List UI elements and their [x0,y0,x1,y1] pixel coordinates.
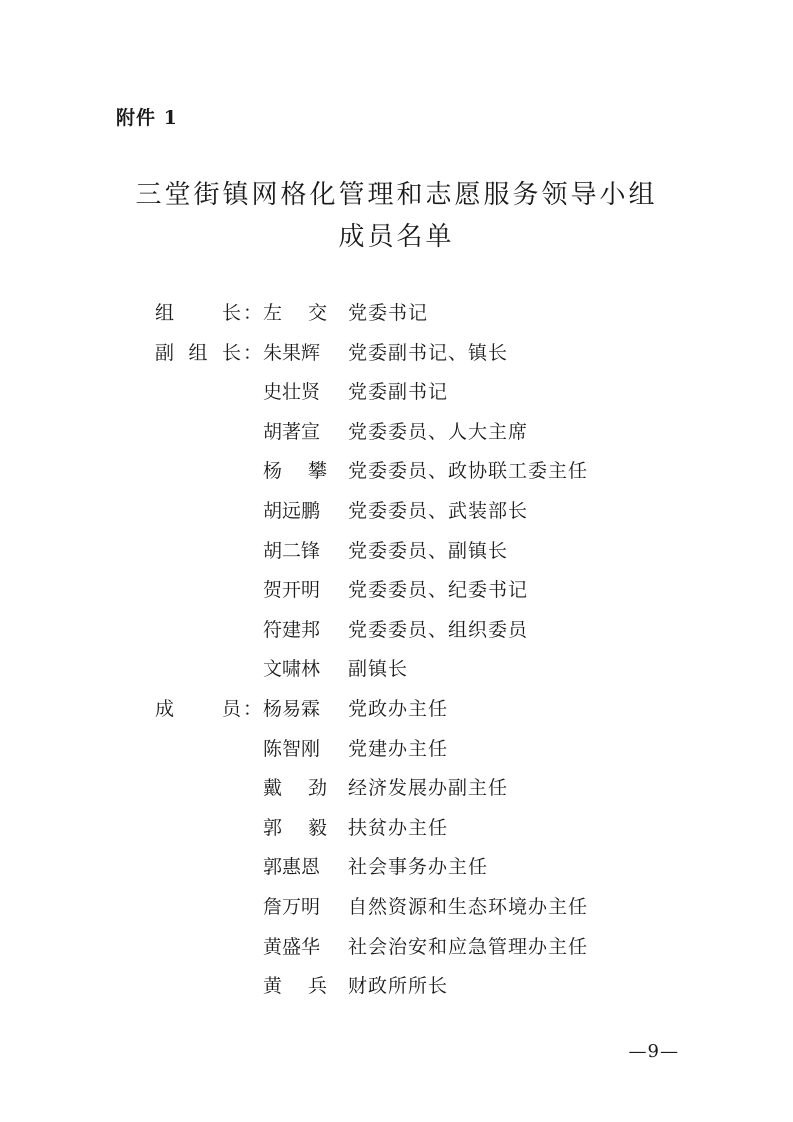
document-subtitle: 成员名单 [338,222,455,252]
member-name: 戴 劲 [263,777,327,800]
member-name: 胡远鹏 [263,499,321,522]
member-position: 副镇长 [348,658,409,681]
member-name: 黄盛华 [263,935,321,958]
member-position: 党委委员、武装部长 [348,499,529,522]
member-position: 党委委员、人大主席 [348,420,529,443]
role-label-leader: 组 长 [155,302,241,324]
member-position: 自然资源和生态环境办主任 [348,895,589,918]
attachment-label: 附件 1 [116,107,178,129]
member-name: 胡二锋 [263,539,321,562]
member-name: 郭 毅 [263,816,327,839]
member-name: 史壮贤 [263,381,321,404]
role-label-deputy: 副 组 长 [155,341,241,364]
member-name: 朱果辉 [263,341,321,364]
member-position: 经济发展办副主任 [348,777,509,800]
member-position: 党建办主任 [348,737,449,760]
member-name: 杨易霖 [263,697,321,720]
member-position: 社会治安和应急管理办主任 [348,935,589,958]
member-name: 郭惠恩 [263,856,321,879]
member-position: 党委委员、政协联工委主任 [348,460,589,483]
role-colon: ： [243,341,263,364]
member-name: 左 交 [263,302,327,324]
role-colon: ： [243,302,263,324]
member-name: 胡著宣 [263,420,321,443]
member-position: 财政所所长 [348,975,449,998]
member-position: 党委副书记 [348,381,449,404]
member-position: 党委副书记、镇长 [348,341,509,364]
member-position: 党委委员、纪委书记 [348,579,529,602]
page-number: —9— [628,1041,679,1062]
member-position: 党委委员、组织委员 [348,618,529,641]
member-position: 党委书记 [348,302,429,324]
member-name: 詹万明 [263,895,321,918]
member-name: 杨 攀 [263,460,327,483]
member-name: 陈智刚 [263,737,321,760]
member-name: 符建邦 [263,618,321,641]
member-name: 贺开明 [263,579,321,602]
member-position: 党政办主任 [348,697,449,720]
member-position: 扶贫办主任 [348,816,449,839]
role-colon: ： [243,697,263,720]
member-position: 社会事务办主任 [348,856,489,879]
member-position: 党委委员、副镇长 [348,539,509,562]
role-label-member: 成 员 [155,697,241,720]
member-name: 文啸林 [263,658,321,681]
document-title: 三堂街镇网格化管理和志愿服务领导小组 [135,180,658,210]
member-name: 黄 兵 [263,975,327,998]
